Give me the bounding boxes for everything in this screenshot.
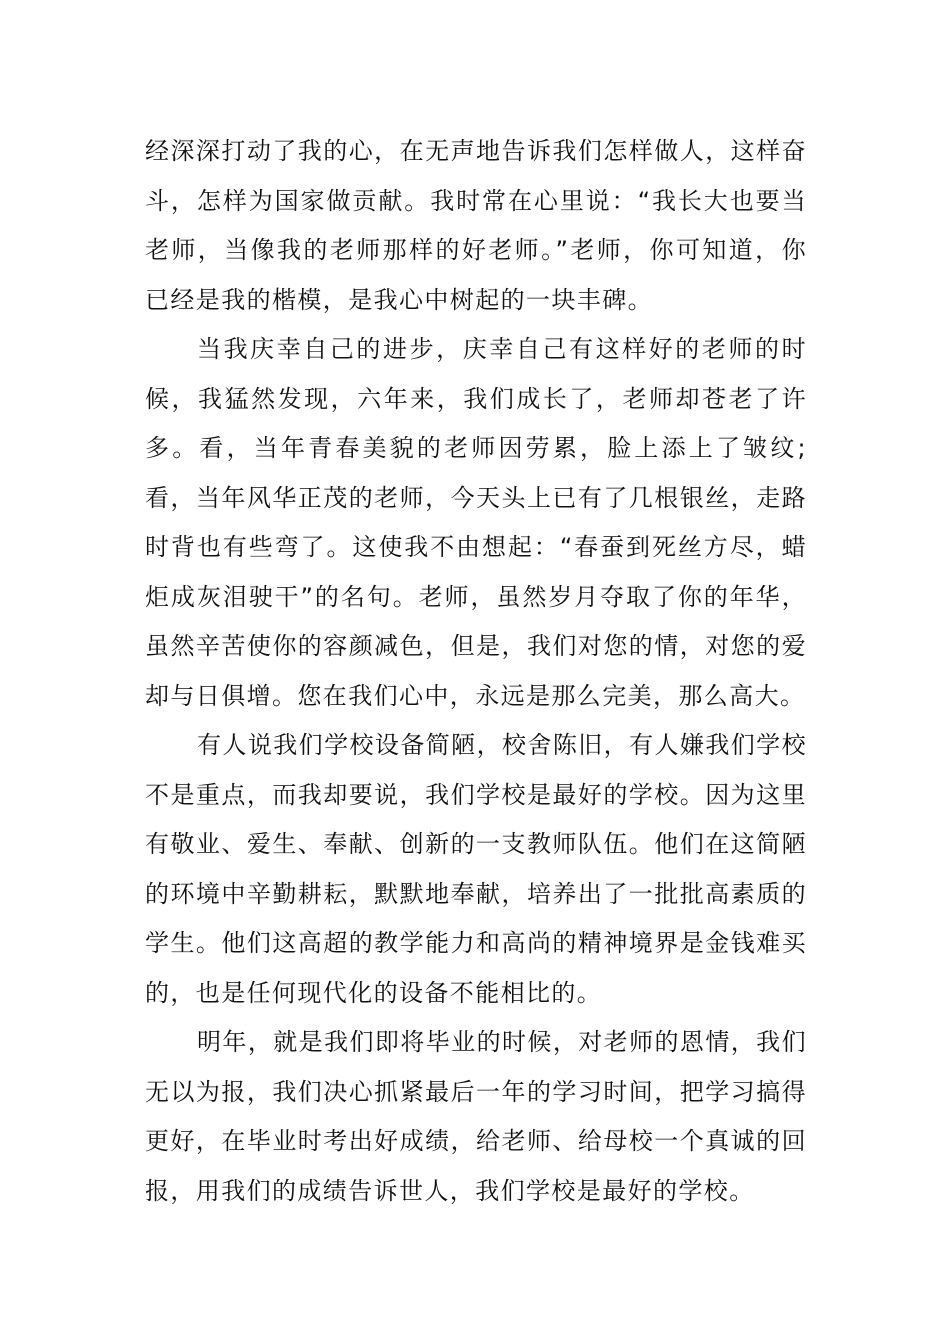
paragraph-3: 有人说我们学校设备简陋，校舍陈旧，有人嫌我们学校不是重点，而我却要说，我们学校是最好的学校。因为这里有敬业、爱生、奉献、创新的一支教师队伍。他们在这简陋的环境中辛勤耕耘，默默地奉献，培养出了一批批高素质的学生。他们这高超的教学能力和高尚的精神境界是金钱难买的，也是任何现代化的设备不能相比的。 xyxy=(145,731,807,1007)
paragraph-2: 当我庆幸自己的进步，庆幸自己有这样好的老师的时候，我猛然发现，六年来，我们成长了，老师却苍老了许多。看，当年青春美貌的老师因劳累，脸上添上了皱纹;看，当年风华正茂的老师，今天头上已有了几根银丝，走路时背也有些弯了。这使我不由想起：“春蚕到死丝方尽，蜡炬成灰泪驶干”的名句。老师，虽然岁月夺取了你的年华，虽然辛苦使你的容颜减色，但是，我们对您的情，对您的爱却与日俱增。您在我们心中，永远是那么完美，那么高大。 xyxy=(145,335,807,710)
paragraph-1: 经深深打动了我的心，在无声地告诉我们怎样做人，这样奋斗，怎样为国家做贡献。我时常在心里说：“我长大也要当老师，当像我的老师那样的好老师。”老师，你可知道，你已经是我的楷模，是我心中树起的一块丰碑。 xyxy=(145,137,807,314)
document-body xyxy=(145,127,807,1216)
paragraph-4: 明年，就是我们即将毕业的时候，对老师的恩情，我们无以为报，我们决心抓紧最后一年的学习时间，把学习搞得更好，在毕业时考出好成绩，给老师、给母校一个真诚的回报，用我们的成绩告诉世人，我们学校是最好的学校。 xyxy=(145,1028,807,1205)
